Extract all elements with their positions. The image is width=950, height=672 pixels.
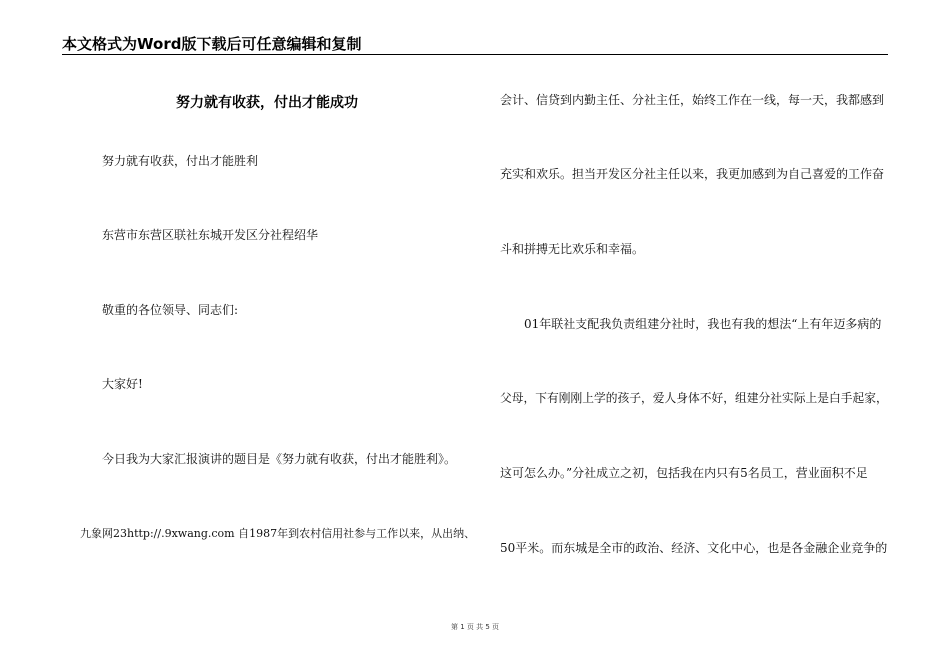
right-paragraph-1: 会计、信贷到内勤主任、分社主任，始终工作在一线，每一天，我都感到 [500, 93, 885, 107]
right-paragraph-2: 充实和欢乐。担当开发区分社主任以来，我更加感到为自己喜爱的工作奋 [500, 167, 885, 181]
document-title: 努力就有收获，付出才能成功 [176, 95, 358, 111]
page-number: 第 1 页 共 5 页 [450, 623, 500, 631]
left-paragraph-1: 努力就有收获，付出才能胜利 [102, 154, 259, 168]
header-divider [62, 54, 888, 55]
left-paragraph-5: 今日我为大家汇报演讲的题目是《努力就有收获，付出才能胜利》。 [102, 452, 457, 466]
right-paragraph-4: 01年联社支配我负责组建分社时，我也有我的想法“上有年迈多病的 [524, 317, 882, 331]
left-paragraph-6: 九象网23http://.9xwang.com 自1987年到农村信用社参与工作以来，从出纳、 [80, 527, 476, 540]
right-paragraph-3: 斗和拼搏无比欢乐和幸福。 [500, 242, 645, 256]
right-paragraph-7: 50平米。而东城是全市的政治、经济、文化中心，也是各金融企业竞争的 [500, 541, 888, 555]
left-paragraph-4: 大家好! [102, 377, 143, 391]
right-paragraph-6: 这可怎么办。”分社成立之初，包括我在内只有5名员工，营业面积不足 [500, 466, 868, 480]
left-paragraph-3: 敬重的各位领导、同志们: [102, 303, 239, 317]
right-paragraph-5: 父母，下有刚刚上学的孩子，爱人身体不好，组建分社实际上是白手起家， [500, 391, 888, 405]
left-paragraph-2: 东营市东营区联社东城开发区分社程绍华 [102, 228, 319, 242]
document-header-title: 本文格式为Word版下载后可任意编辑和复制 [62, 35, 362, 53]
